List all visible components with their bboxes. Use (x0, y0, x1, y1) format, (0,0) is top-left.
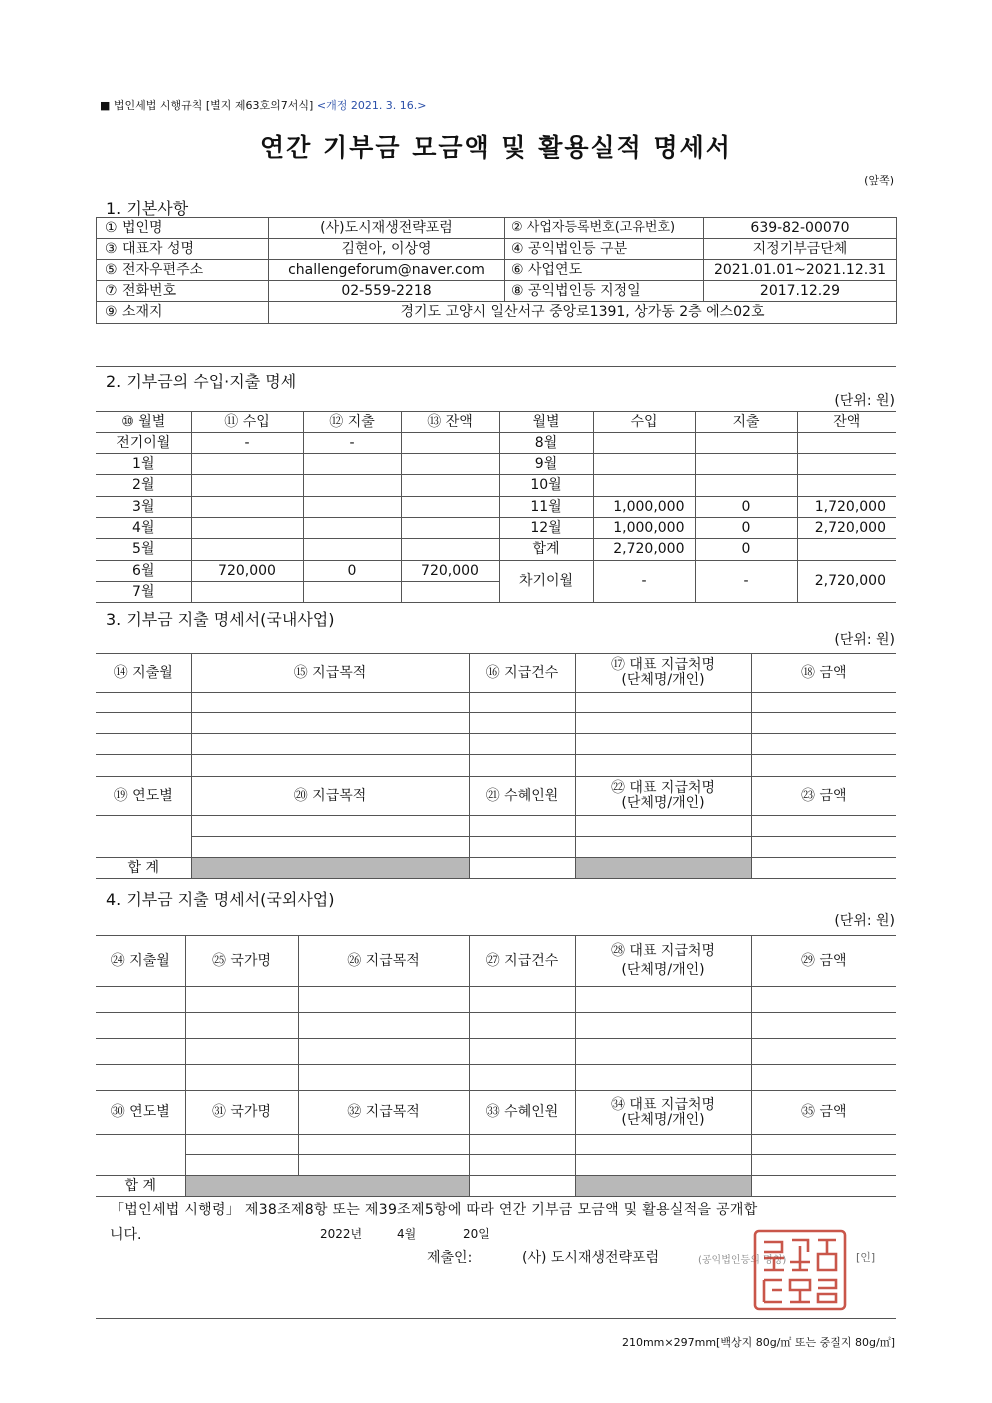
recipient-sublabel: (단체명/개인) (621, 1111, 705, 1128)
date-year: 2022년 (320, 1227, 363, 1241)
header-income: ⑪ 수입 (191, 412, 303, 433)
header-beneficiaries: ㉑ 수혜인원 (469, 777, 575, 816)
basic-info-row (97, 281, 897, 302)
overseas-header-row-2 (96, 1091, 896, 1135)
month-cell: 3월 (96, 497, 191, 518)
income-cell: 720,000 (191, 561, 303, 582)
submitter-name: (사) 도시재생전략포럼 (522, 1250, 660, 1266)
expense-cell (303, 497, 401, 518)
header-recipient-2 (575, 777, 751, 816)
value-entity-type: 지정기부금단체 (704, 239, 897, 260)
section4-unit: (단위: 원) (834, 913, 895, 929)
expense-cell (303, 582, 401, 603)
domestic-expense-table (96, 653, 896, 879)
header-recipient-2 (575, 1091, 751, 1135)
shaded-cell (185, 1176, 469, 1197)
table-row (96, 1039, 896, 1065)
income-cell (191, 518, 303, 539)
header-by-year: ㉚ 연도별 (96, 1091, 185, 1135)
expense-cell (303, 475, 401, 497)
section3-title: 3. 기부금 지출 명세서(국내사업) (106, 610, 335, 629)
expense-cell (695, 433, 797, 454)
header-balance-2: 잔액 (797, 412, 896, 433)
header-amount: ㉙ 금액 (751, 936, 896, 987)
header-recipient (575, 654, 751, 693)
header-amount-2: ㉓ 금액 (751, 777, 896, 816)
income-cell (191, 582, 303, 603)
form-header-note (100, 97, 427, 113)
balance-cell (401, 497, 499, 518)
header-income-2: 수입 (593, 412, 695, 433)
declaration-text: 「법인세법 시행령」 제38조제8항 또는 제39조제5항에 따라 연간 기부금 모금액 및 활용실적을 공개합 (110, 1202, 758, 1218)
table-row (96, 734, 896, 755)
recipient-label: ㉞ 대표 지급처명 (610, 1096, 716, 1113)
section4-title: 4. 기부금 지출 명세서(국외사업) (106, 890, 335, 909)
expense-cell: 0 (695, 497, 797, 518)
value-corp-name: (사)도시재생전략포럼 (269, 218, 505, 239)
total-label-cell: 합계 (499, 539, 593, 561)
label-entity-type: ④ 공익법인등 구분 (505, 239, 704, 260)
header-purpose-2: ⑳ 지급목적 (191, 777, 469, 816)
paper-spec: 210mm×297mm[백상지 80g/㎡ 또는 중질지 80g/㎡] (621, 1336, 895, 1349)
section2-title: 2. 기부금의 수입·지출 명세 (106, 372, 297, 391)
date-month: 4월 (397, 1227, 417, 1241)
basic-info-row (97, 239, 897, 260)
table-row (96, 497, 896, 518)
value-biz-number: 639-82-00070 (704, 218, 897, 239)
header-country: ㉕ 국가명 (185, 936, 298, 987)
header-recipient (575, 936, 751, 987)
value-address: 경기도 고양시 일산서구 중앙로1391, 상가동 2층 에스02호 (269, 302, 897, 324)
table-row (96, 987, 896, 1013)
expense-cell (303, 518, 401, 539)
header-count: ㉗ 지급건수 (469, 936, 575, 987)
basic-info-table (96, 217, 897, 324)
expense-cell: 0 (303, 561, 401, 582)
income-cell (593, 454, 695, 475)
month-cell: 11월 (499, 497, 593, 518)
carryover-label-cell: 차기이월 (499, 561, 593, 603)
table-row (96, 561, 896, 582)
value-email: challengeforum@naver.com (269, 260, 505, 281)
total-balance-cell (797, 539, 896, 561)
expense-cell (303, 454, 401, 475)
table-row (96, 454, 896, 475)
header-purpose-2: ㉜ 지급목적 (298, 1091, 469, 1135)
expense-cell (303, 539, 401, 561)
balance-cell: 2,720,000 (797, 518, 896, 539)
label-corp-name: ① 법인명 (97, 218, 269, 239)
income-cell (593, 475, 695, 497)
balance-cell (797, 454, 896, 475)
table-row (96, 816, 896, 837)
income-cell: 1,000,000 (593, 518, 695, 539)
table-row (96, 1155, 896, 1176)
label-rep-name: ③ 대표자 성명 (97, 239, 269, 260)
table-row (96, 475, 896, 497)
label-biz-number: ② 사업자등록번호(고유번호) (505, 218, 704, 239)
revision-date: <개정 2021. 3. 16.> (316, 99, 427, 112)
table-row (96, 1013, 896, 1039)
header-purpose: ㉖ 지급목적 (298, 936, 469, 987)
value-phone: 02-559-2218 (269, 281, 505, 302)
month-cell: 7월 (96, 582, 191, 603)
header-balance: ⑬ 잔액 (401, 412, 499, 433)
value-designation-date: 2017.12.29 (704, 281, 897, 302)
label-address: ⑨ 소재지 (97, 302, 269, 324)
shaded-cell (575, 1176, 751, 1197)
recipient-label: ㉒ 대표 지급처명 (610, 780, 716, 797)
total-row (96, 858, 896, 879)
header-beneficiaries: ㉝ 수혜인원 (469, 1091, 575, 1135)
balance-cell (797, 475, 896, 497)
balance-cell (401, 518, 499, 539)
overseas-expense-table (96, 935, 896, 1197)
table-row (96, 693, 896, 713)
page-title: 연간 기부금 모금액 및 활용실적 명세서 (260, 133, 732, 162)
total-expense-cell: 0 (695, 539, 797, 561)
header-by-year: ⑲ 연도별 (96, 777, 191, 816)
form-regulation: ■ 법인세법 시행규칙 [별지 제63호의7서식] (100, 99, 314, 112)
balance-cell (401, 539, 499, 561)
domestic-header-row (96, 654, 896, 693)
entity-name-note: (공익법인등의 명칭) (698, 1255, 787, 1266)
income-cell (191, 454, 303, 475)
table-row (96, 837, 896, 858)
expense-cell: 0 (695, 518, 797, 539)
income-cell (593, 433, 695, 454)
month-cell: 10월 (499, 475, 593, 497)
month-cell: 12월 (499, 518, 593, 539)
date-day: 20일 (463, 1227, 490, 1241)
basic-info-row (97, 302, 897, 324)
balance-cell: 720,000 (401, 561, 499, 582)
month-cell: 8월 (499, 433, 593, 454)
balance-cell (401, 582, 499, 603)
month-cell: 9월 (499, 454, 593, 475)
section2-divider (96, 366, 896, 367)
balance-cell (401, 433, 499, 454)
expense-cell (695, 454, 797, 475)
shaded-cell (575, 858, 751, 879)
balance-cell (797, 433, 896, 454)
income-cell (191, 539, 303, 561)
carryover-expense-cell: - (695, 561, 797, 603)
expense-cell: - (303, 433, 401, 454)
total-label: 합 계 (96, 858, 191, 879)
month-cell: 4월 (96, 518, 191, 539)
label-fiscal-year: ⑥ 사업연도 (505, 260, 704, 281)
table-row (96, 433, 896, 454)
overseas-header-row (96, 936, 896, 987)
header-expense: ⑫ 지출 (303, 412, 401, 433)
income-cell (191, 475, 303, 497)
table-row (96, 755, 896, 777)
recipient-sublabel: (단체명/개인) (621, 795, 705, 811)
section2-unit: (단위: 원) (834, 393, 895, 409)
declaration-text-end: 니다. (110, 1227, 142, 1243)
balance-cell (401, 454, 499, 475)
organization-seal-stamp (752, 1228, 848, 1312)
table-row (96, 539, 896, 561)
section1-title: 1. 기본사항 (106, 199, 189, 218)
value-fiscal-year: 2021.01.01~2021.12.31 (704, 260, 897, 281)
header-count: ⑯ 지급건수 (469, 654, 575, 693)
label-phone: ⑦ 전화번호 (97, 281, 269, 302)
shaded-cell (191, 858, 469, 879)
balance-cell (401, 475, 499, 497)
carryover-balance-cell: 2,720,000 (797, 561, 896, 603)
domestic-header-row-2 (96, 777, 896, 816)
label-designation-date: ⑧ 공익법인등 지정일 (505, 281, 704, 302)
month-cell: 5월 (96, 539, 191, 561)
header-month-2: 월별 (499, 412, 593, 433)
total-row (96, 1176, 896, 1197)
basic-info-row (97, 260, 897, 281)
seal-mark: [인] (856, 1251, 876, 1264)
table-row (96, 713, 896, 734)
header-expense-month: ⑭ 지출월 (96, 654, 191, 693)
table-row (96, 1135, 896, 1155)
month-cell: 1월 (96, 454, 191, 475)
front-side-label: (앞쪽) (864, 174, 894, 187)
carryover-income-cell: - (593, 561, 695, 603)
income-expense-table (96, 411, 896, 603)
footer-divider (96, 1318, 896, 1319)
header-month: ⑩ 월별 (96, 412, 191, 433)
expense-cell (695, 475, 797, 497)
total-income-cell: 2,720,000 (593, 539, 695, 561)
value-rep-name: 김현아, 이상영 (269, 239, 505, 260)
header-amount: ⑱ 금액 (751, 654, 896, 693)
recipient-label: ㉘ 대표 지급처명 (610, 943, 716, 960)
basic-info-row (97, 218, 897, 239)
section3-unit: (단위: 원) (834, 632, 895, 648)
header-country-2: ㉛ 국가명 (185, 1091, 298, 1135)
total-label: 합 계 (96, 1176, 185, 1197)
income-cell (191, 497, 303, 518)
month-cell: 2월 (96, 475, 191, 497)
header-expense-month: ㉔ 지출월 (96, 936, 185, 987)
balance-cell: 1,720,000 (797, 497, 896, 518)
recipient-label: ⑰ 대표 지급처명 (610, 657, 716, 674)
month-cell: 전기이월 (96, 433, 191, 454)
table-row (96, 1065, 896, 1091)
recipient-sublabel: (단체명/개인) (621, 962, 705, 978)
table-row (96, 518, 896, 539)
income-header-row (96, 412, 896, 433)
header-expense-2: 지출 (695, 412, 797, 433)
label-email: ⑤ 전자우편주소 (97, 260, 269, 281)
month-cell: 6월 (96, 561, 191, 582)
submitter-label: 제출인: (427, 1250, 473, 1266)
header-purpose: ⑮ 지급목적 (191, 654, 469, 693)
income-cell: - (191, 433, 303, 454)
income-cell: 1,000,000 (593, 497, 695, 518)
header-amount-2: ㉟ 금액 (751, 1091, 896, 1135)
recipient-sublabel: (단체명/개인) (621, 672, 705, 688)
